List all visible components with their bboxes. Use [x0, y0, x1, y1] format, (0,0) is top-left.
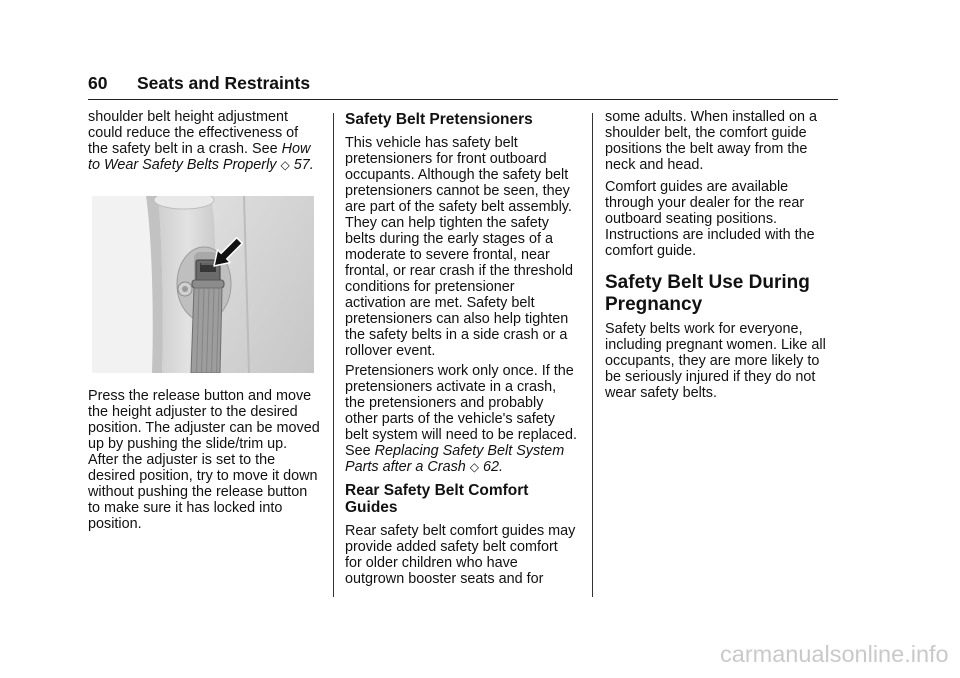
text-line: some adults. When installed on a	[605, 109, 817, 125]
column-divider-left	[333, 113, 334, 597]
text-line: moderate to severe frontal, near	[345, 247, 550, 263]
heading-line: Guides	[345, 499, 398, 516]
page-reference-icon: ◇	[280, 158, 290, 172]
text-line: be seriously injured if they do not	[605, 369, 816, 385]
site-watermark: carmanualsonline.info	[720, 641, 949, 667]
text-segment: See	[345, 443, 371, 459]
text-line: neck and head.	[605, 157, 704, 173]
text-line: frontal, or rear crash if the threshold	[345, 263, 573, 279]
section-title: Seats and Restraints	[137, 73, 311, 93]
text-line: activation are met. Safety belt	[345, 295, 535, 311]
page-number: 60	[88, 73, 108, 93]
text-line: comfort guide.	[605, 243, 697, 259]
trim-panel	[92, 196, 153, 373]
text-line: Rear safety belt comfort guides may	[345, 523, 576, 539]
heading-rear-safety-belt-comfort-guides	[345, 482, 528, 516]
heading-safety-belt-pretensioners: Safety Belt Pretensioners	[345, 111, 533, 128]
text-segment: the safety belt in a crash. See	[88, 141, 278, 157]
text-line: Pretensioners work only once. If the	[345, 363, 574, 379]
pretensioners-paragraph-2	[345, 363, 577, 475]
text-line: position.	[88, 516, 142, 532]
heading-line: Pregnancy	[605, 294, 703, 315]
text-line: Comfort guides are available	[605, 179, 789, 195]
text-line: occupants. Although the safety belt	[345, 167, 569, 183]
text-line: provide added safety belt comfort	[345, 539, 558, 555]
text-line: belt system will need to be replaced.	[345, 427, 577, 443]
cross-reference-title: How	[281, 141, 311, 157]
heading-line: Safety Belt Use During	[605, 272, 810, 293]
text-line: Safety belts work for everyone,	[605, 321, 803, 337]
text-line: outboard seating positions.	[605, 211, 778, 227]
text-line	[88, 141, 314, 157]
text-line: the height adjuster to the desired	[88, 404, 298, 420]
text-line: other parts of the vehicle's safety	[345, 411, 555, 427]
text-line: desired position, try to move it down	[88, 468, 318, 484]
header-rule	[88, 99, 838, 100]
text-line: pretensioners for front outboard	[345, 151, 547, 167]
pregnancy-paragraph-1	[605, 321, 826, 401]
cross-reference-title: Parts after a Crash	[345, 459, 466, 475]
pretensioners-paragraph-1	[345, 135, 573, 359]
text-line: the pretensioners and probably	[345, 395, 544, 411]
text-line: to make sure it has locked into	[88, 500, 283, 516]
text-line: Instructions are included with the	[605, 227, 815, 243]
text-line: through your dealer for the rear	[605, 195, 805, 211]
heading-line: Rear Safety Belt Comfort	[345, 482, 529, 499]
text-line: pretensioners activate in a crash,	[345, 379, 557, 395]
text-line: outgrown booster seats and for	[345, 571, 544, 587]
page-reference-icon: ◇	[469, 460, 480, 474]
text-line: rollover event.	[345, 343, 436, 359]
text-line: up by pushing the slide/trim up.	[88, 436, 288, 452]
text-line: shoulder belt height adjustment	[88, 109, 289, 125]
cross-reference-page: 62.	[483, 459, 504, 475]
belt-guide	[192, 280, 224, 288]
text-line: wear safety belts.	[605, 385, 717, 401]
text-line	[88, 157, 314, 173]
text-line: occupants, they are more likely to	[605, 353, 820, 369]
belt-height-adjuster-figure	[92, 196, 314, 373]
text-line: for older children who have	[345, 555, 518, 571]
text-line: could reduce the effectiveness of	[88, 125, 299, 141]
text-line: shoulder belt, the comfort guide	[605, 125, 807, 141]
text-line: the safety belts in a side crash or a	[345, 327, 568, 343]
cross-reference-title: Replacing Safety Belt System	[374, 443, 565, 459]
text-line	[345, 443, 577, 459]
intro-paragraph	[88, 109, 314, 173]
text-line: without pushing the release button	[88, 484, 308, 500]
text-line: pretensioners can also help tighten	[345, 311, 569, 327]
text-line: including pregnant women. Like all	[605, 337, 826, 353]
anchor-bolt-center	[182, 286, 188, 292]
column-divider-right	[592, 113, 593, 597]
text-line: are part of the safety belt assembly.	[345, 199, 572, 215]
comfort-guides-paragraph-2	[605, 179, 815, 259]
cross-reference-title: to Wear Safety Belts Properly	[88, 157, 277, 173]
text-line: Press the release button and move	[88, 388, 312, 404]
belt-height-adjuster-illustration	[92, 196, 314, 373]
text-line: After the adjuster is set to the	[88, 452, 276, 468]
adjuster-instructions-paragraph	[88, 388, 320, 532]
text-line: This vehicle has safety belt	[345, 135, 518, 151]
text-line: pretensioners cannot be seen, they	[345, 183, 570, 199]
text-line: belts during the early stages of a	[345, 231, 553, 247]
comfort-guides-paragraph-1	[345, 523, 575, 587]
text-line: conditions for pretensioner	[345, 279, 515, 295]
text-line: positions the belt away from the	[605, 141, 808, 157]
cross-reference-page: 57.	[293, 157, 314, 173]
text-line: They can help tighten the safety	[345, 215, 549, 231]
text-line: position. The adjuster can be moved	[88, 420, 320, 436]
comfort-guides-paragraph-continued	[605, 109, 817, 173]
heading-safety-belt-use-during-pregnancy	[605, 272, 810, 316]
text-line	[345, 459, 577, 475]
